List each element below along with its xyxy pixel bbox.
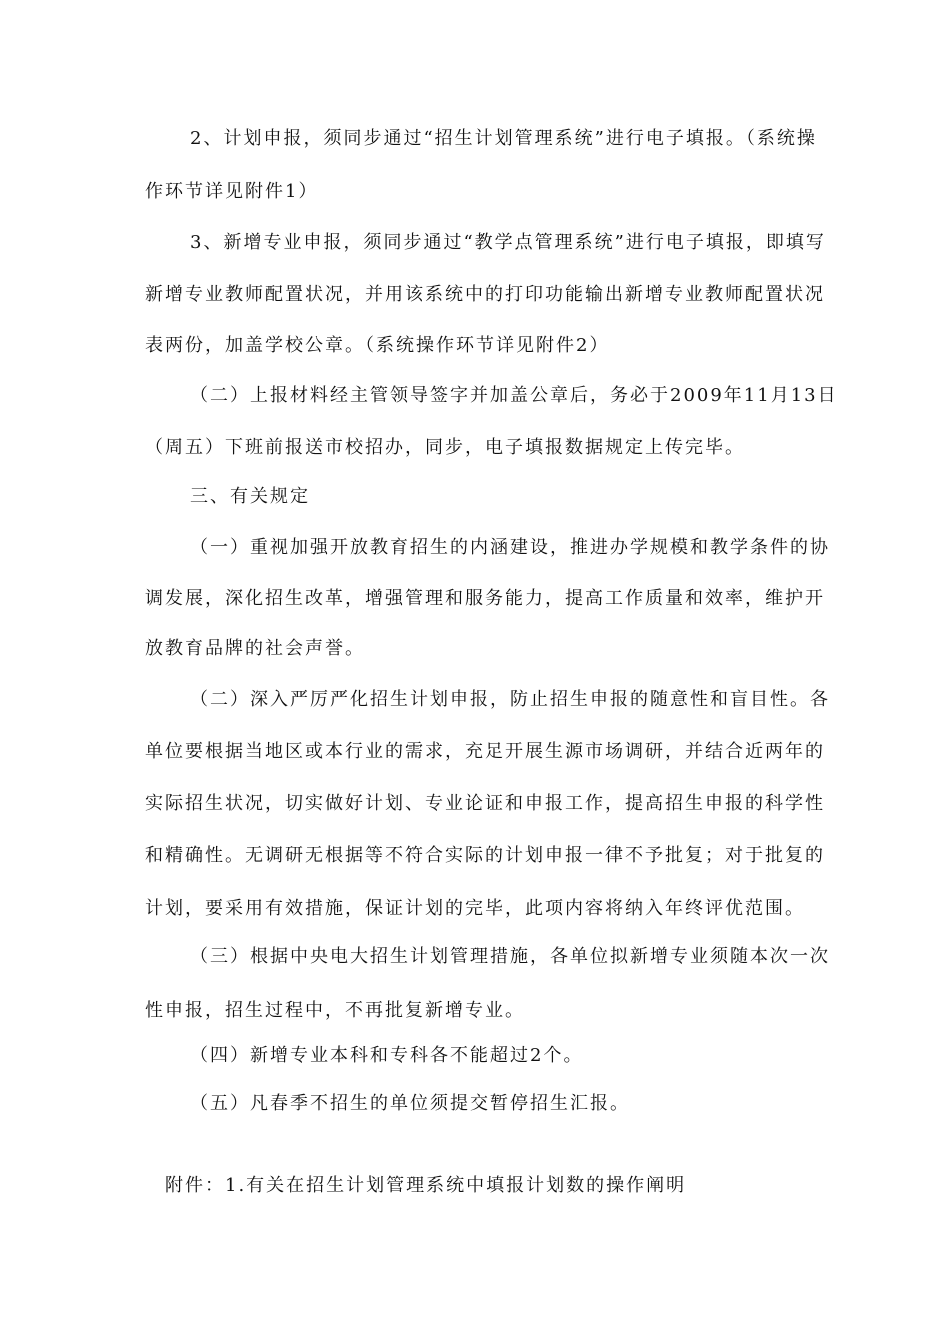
paragraph-line: 3、新增专业申报，须同步通过“教学点管理系统”进行电子填报，即填写 [190,232,826,253]
paragraph-line: （三）根据中央电大招生计划管理措施，各单位拟新增专业须随本次一次 [190,946,830,967]
attachment-line: 附件：1.有关在招生计划管理系统中填报计划数的操作阐明 [165,1175,687,1196]
paragraph-line: 和精确性。无调研无根据等不符合实际的计划申报一律不予批复；对于批复的 [145,845,825,866]
paragraph-line: 计划，要采用有效措施，保证计划的完毕，此项内容将纳入年终评优范围。 [145,898,805,919]
paragraph-line: 性申报，招生过程中，不再批复新增专业。 [145,1000,525,1021]
paragraph-line: 表两份，加盖学校公章。（系统操作环节详见附件2） [145,335,610,356]
paragraph-line: 作环节详见附件1） [145,181,319,202]
paragraph-line: （周五）下班前报送市校招办，同步，电子填报数据规定上传完毕。 [145,437,745,458]
paragraph-line: 调发展，深化招生改革，增强管理和服务能力，提高工作质量和效率，维护开 [145,588,825,609]
paragraph-line: （四）新增专业本科和专科各不能超过2个。 [190,1045,584,1066]
paragraph-line: 实际招生状况，切实做好计划、专业论证和申报工作，提高招生申报的科学性 [145,793,825,814]
paragraph-line: 单位要根据当地区或本行业的需求，充足开展生源市场调研，并结合近两年的 [145,741,825,762]
paragraph-line: 放教育品牌的社会声誉。 [145,638,365,659]
section-heading: 三、有关规定 [190,486,310,507]
paragraph-line: 新增专业教师配置状况，并用该系统中的打印功能输出新增专业教师配置状况 [145,284,825,305]
paragraph-line: （五）凡春季不招生的单位须提交暂停招生汇报。 [190,1093,630,1114]
paragraph-line: （二）深入严厉严化招生计划申报，防止招生申报的随意性和盲目性。各 [190,689,830,710]
paragraph-line: （二）上报材料经主管领导签字并加盖公章后，务必于2009年11月13日 [190,385,838,406]
paragraph-line: 2、计划申报，须同步通过“招生计划管理系统”进行电子填报。（系统操 [190,128,817,149]
paragraph-line: （一）重视加强开放教育招生的内涵建设，推进办学规模和教学条件的协 [190,537,830,558]
